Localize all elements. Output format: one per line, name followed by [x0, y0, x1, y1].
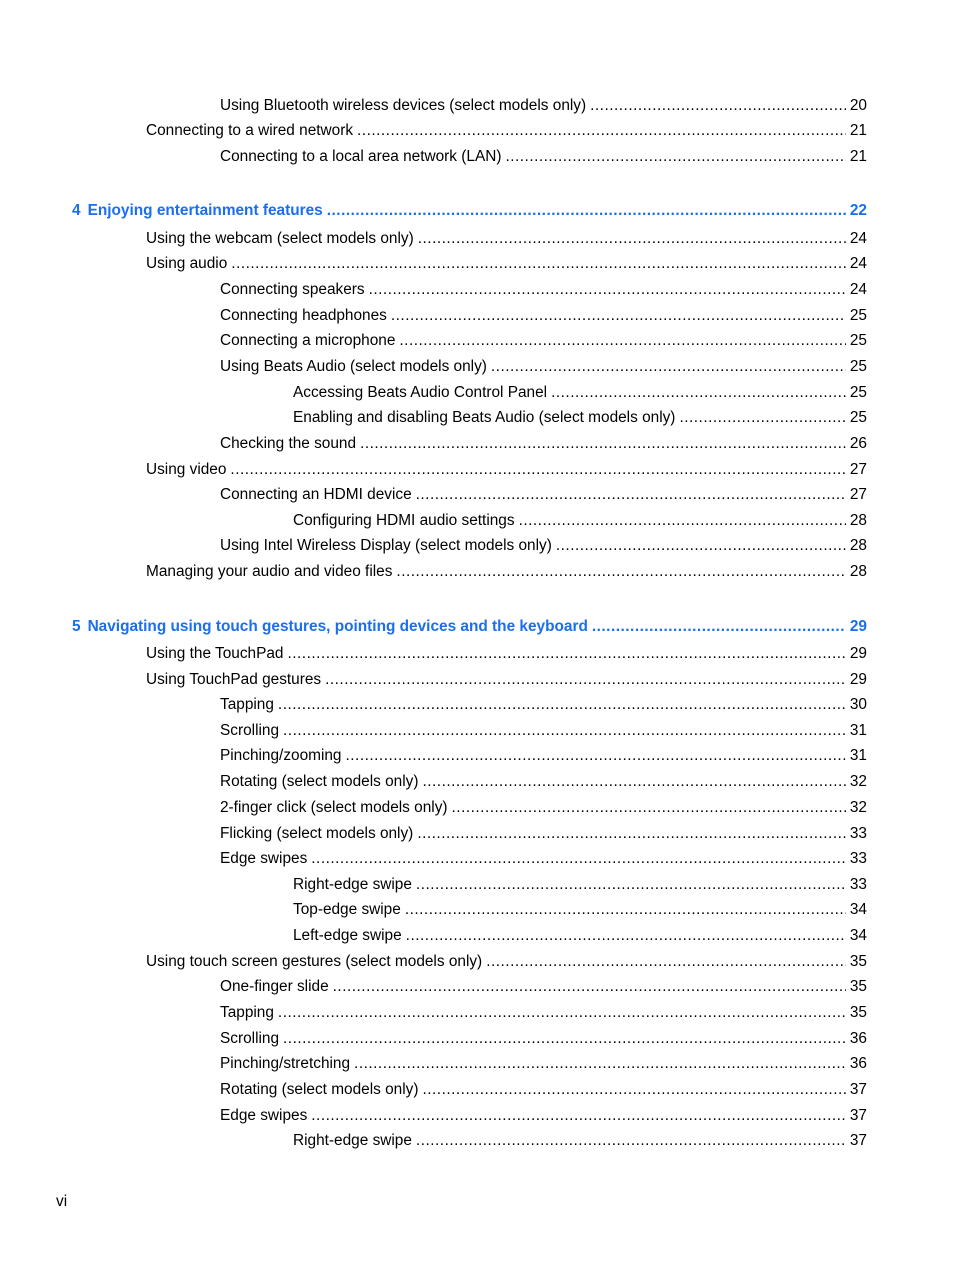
dot-leader	[505, 148, 845, 166]
page-number: 29	[849, 671, 867, 688]
entry-title: Using video	[146, 461, 227, 478]
dot-leader	[556, 537, 846, 555]
dot-leader	[325, 671, 846, 689]
toc-entry[interactable]	[293, 409, 867, 427]
page-number: 25	[849, 307, 867, 324]
page-number: 24	[849, 255, 867, 272]
page-number: 20	[849, 97, 867, 114]
toc-entry[interactable]	[220, 97, 867, 115]
entry-title: Left-edge swipe	[293, 927, 402, 944]
entry-title: Enabling and disabling Beats Audio (select models only)	[293, 409, 676, 426]
toc-entry[interactable]	[146, 645, 867, 663]
page-number: vi	[56, 1193, 68, 1210]
toc-entry[interactable]	[220, 358, 867, 376]
page-number: 32	[849, 799, 867, 816]
toc-entry[interactable]	[220, 281, 867, 299]
page-number: 28	[849, 537, 867, 554]
toc-entry[interactable]	[293, 876, 867, 894]
entry-title: Edge swipes	[220, 1107, 308, 1124]
entry-title: Managing your audio and video files	[146, 563, 393, 580]
page-number: 27	[849, 461, 867, 478]
dot-leader	[422, 1081, 845, 1099]
page-number: 24	[849, 281, 867, 298]
toc-entry[interactable]	[220, 825, 867, 843]
entry-title: Connecting to a local area network (LAN)	[220, 148, 502, 165]
toc-entry[interactable]	[220, 148, 867, 166]
entry-title: Accessing Beats Audio Control Panel	[293, 384, 548, 401]
dot-leader	[491, 358, 846, 376]
entry-title: Using TouchPad gestures	[146, 671, 322, 688]
toc-entry[interactable]	[220, 1107, 867, 1125]
chapter-number: 4	[72, 202, 81, 219]
entry-title: Configuring HDMI audio settings	[293, 512, 515, 529]
toc-entry[interactable]	[293, 512, 867, 530]
entry-title: One-finger slide	[220, 978, 329, 995]
toc-entry[interactable]	[220, 1055, 867, 1073]
toc-entry[interactable]	[293, 901, 867, 919]
dot-leader	[346, 747, 846, 765]
entry-title: Checking the sound	[220, 435, 357, 452]
dot-leader	[590, 97, 846, 115]
page-number: 21	[849, 148, 867, 165]
toc-entry[interactable]	[220, 850, 867, 868]
dot-leader	[391, 307, 846, 325]
entry-title: Connecting an HDMI device	[220, 486, 412, 503]
entry-title: Scrolling	[220, 1030, 280, 1047]
toc-entry[interactable]	[220, 486, 867, 504]
dot-leader	[231, 255, 846, 273]
dot-leader	[278, 696, 846, 714]
dot-leader	[551, 384, 846, 402]
dot-leader	[417, 825, 846, 843]
toc-entry[interactable]	[146, 255, 867, 273]
page-number: 33	[849, 876, 867, 893]
dot-leader	[230, 461, 845, 479]
dot-leader	[406, 927, 846, 945]
toc-entry[interactable]	[146, 230, 867, 248]
dot-leader	[452, 799, 846, 817]
entry-title: Connecting headphones	[220, 307, 387, 324]
entry-title: Tapping	[220, 1004, 274, 1021]
page-number: 25	[849, 384, 867, 401]
page-number: 28	[849, 563, 867, 580]
toc-entry[interactable]	[220, 978, 867, 996]
dot-leader	[287, 645, 845, 663]
entry-title: Connecting speakers	[220, 281, 365, 298]
dot-leader	[519, 512, 846, 530]
entry-title: Top-edge swipe	[293, 901, 401, 918]
page-number: 29	[849, 618, 867, 635]
entry-title: Right-edge swipe	[293, 876, 412, 893]
toc-entry[interactable]	[220, 1081, 867, 1099]
page-number: 25	[849, 409, 867, 426]
chapter-entry[interactable]	[72, 618, 867, 636]
page-number: 29	[849, 645, 867, 662]
entry-title	[72, 202, 323, 220]
toc-entry[interactable]	[220, 747, 867, 765]
dot-leader	[278, 1004, 846, 1022]
toc-entry[interactable]	[146, 953, 867, 971]
entry-title: Connecting a microphone	[220, 332, 396, 349]
page-number: 24	[849, 230, 867, 247]
entry-title: Using audio	[146, 255, 228, 272]
entry-title: Pinching/stretching	[220, 1055, 351, 1072]
page-number: 35	[849, 978, 867, 995]
dot-leader	[396, 563, 845, 581]
entry-title: Using Intel Wireless Display (select models only)	[220, 537, 552, 554]
dot-leader	[416, 486, 846, 504]
chapter-entry[interactable]	[72, 202, 867, 220]
toc-entry[interactable]	[146, 122, 867, 140]
toc-entry[interactable]	[220, 435, 867, 453]
page-number: 36	[849, 1055, 867, 1072]
toc-entry[interactable]	[146, 563, 867, 581]
toc-entry[interactable]	[220, 537, 867, 555]
entry-title: Using touch screen gestures (select models only)	[146, 953, 483, 970]
toc-entry[interactable]	[220, 696, 867, 714]
dot-leader	[486, 953, 846, 971]
page-number: 26	[849, 435, 867, 452]
entry-title: Using Beats Audio (select models only)	[220, 358, 487, 375]
page-number: 35	[849, 953, 867, 970]
chapter-title: Navigating using touch gestures, pointing devices and the keyboard	[87, 618, 588, 635]
entry-title: Connecting to a wired network	[146, 122, 354, 139]
page-number: 31	[849, 747, 867, 764]
toc-entry[interactable]	[146, 461, 867, 479]
entry-title: Scrolling	[220, 722, 280, 739]
toc-entry[interactable]	[220, 1030, 867, 1048]
page-number: 35	[849, 1004, 867, 1021]
entry-title: 2-finger click (select models only)	[220, 799, 448, 816]
page-number: 25	[849, 332, 867, 349]
page-number: 33	[849, 825, 867, 842]
dot-leader	[283, 1030, 846, 1048]
entry-title: Pinching/zooming	[220, 747, 342, 764]
toc-entry[interactable]	[293, 384, 867, 402]
page-number: 32	[849, 773, 867, 790]
page-number: 28	[849, 512, 867, 529]
entry-title: Rotating (select models only)	[220, 1081, 419, 1098]
entry-title: Using the webcam (select models only)	[146, 230, 414, 247]
page-number: 37	[849, 1132, 867, 1149]
page-number: 30	[849, 696, 867, 713]
dot-leader	[405, 901, 846, 919]
dot-leader	[399, 332, 845, 350]
entry-title: Edge swipes	[220, 850, 308, 867]
toc-entry[interactable]	[220, 307, 867, 325]
dot-leader	[333, 978, 846, 996]
entry-title: Using Bluetooth wireless devices (select models only)	[220, 97, 587, 114]
toc-entry[interactable]	[146, 671, 867, 689]
page-number: 31	[849, 722, 867, 739]
toc-entry[interactable]	[293, 927, 867, 945]
dot-leader	[416, 1132, 846, 1150]
dot-leader	[311, 850, 846, 868]
page-number: 34	[849, 927, 867, 944]
dot-leader	[311, 1107, 846, 1125]
toc-entry[interactable]	[220, 332, 867, 350]
entry-title: Rotating (select models only)	[220, 773, 419, 790]
toc-entry[interactable]	[220, 1004, 867, 1022]
page-number: 27	[849, 486, 867, 503]
entry-title: Tapping	[220, 696, 274, 713]
dot-leader	[416, 876, 846, 894]
entry-title: Using the TouchPad	[146, 645, 284, 662]
dot-leader	[369, 281, 846, 299]
dot-leader	[592, 618, 846, 636]
dot-leader	[679, 409, 845, 427]
dot-leader	[354, 1055, 846, 1073]
toc-entry[interactable]	[220, 722, 867, 740]
page-number: 25	[849, 358, 867, 375]
toc-entry[interactable]	[220, 799, 867, 817]
page-number: 34	[849, 901, 867, 918]
entry-title: Flicking (select models only)	[220, 825, 414, 842]
page-number: 33	[849, 850, 867, 867]
page-number: 37	[849, 1107, 867, 1124]
dot-leader	[418, 230, 846, 248]
dot-leader	[422, 773, 845, 791]
dot-leader	[357, 122, 846, 140]
toc-entry[interactable]	[293, 1132, 867, 1150]
page-number: 21	[849, 122, 867, 139]
entry-title	[72, 618, 588, 636]
dot-leader	[360, 435, 846, 453]
chapter-title: Enjoying entertainment features	[87, 202, 323, 219]
entry-title: Right-edge swipe	[293, 1132, 412, 1149]
dot-leader	[283, 722, 846, 740]
dot-leader	[327, 202, 846, 220]
chapter-number: 5	[72, 618, 81, 635]
page-number: 37	[849, 1081, 867, 1098]
page-number: 22	[849, 202, 867, 219]
toc-entry[interactable]	[220, 773, 867, 791]
page-number: 36	[849, 1030, 867, 1047]
